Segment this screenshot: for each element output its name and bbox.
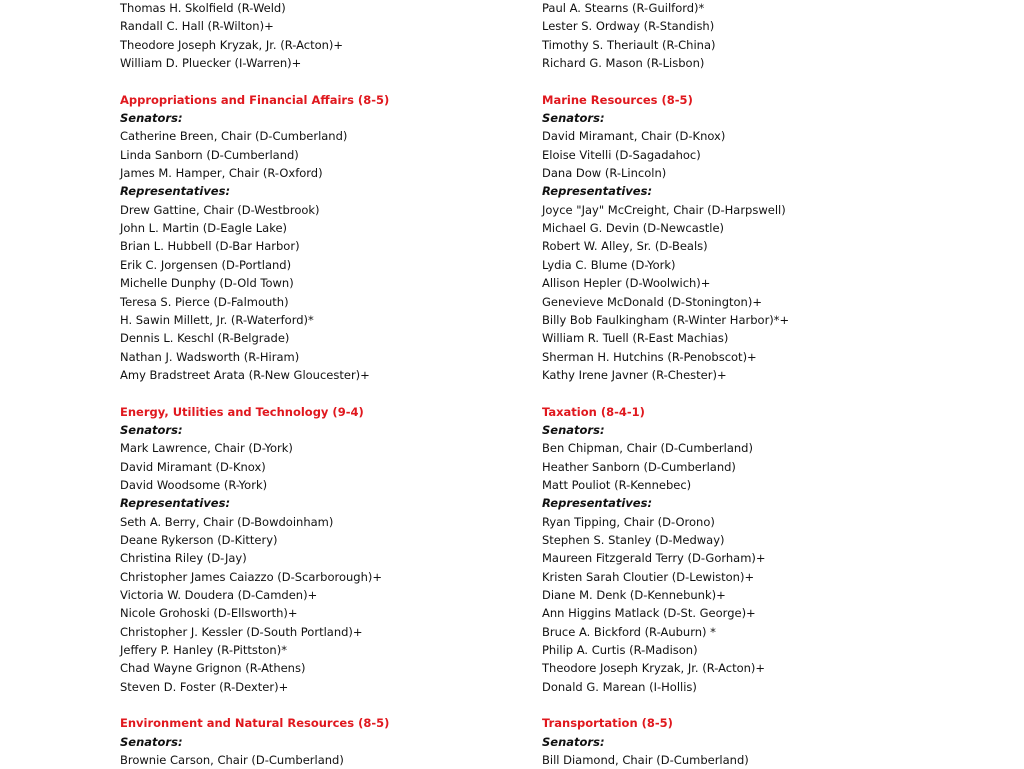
representative-name: Deane Rykerson (D-Kittery) <box>120 532 278 547</box>
representative-name: Theodore Joseph Kryzak, Jr. (R-Acton)+ <box>542 661 766 676</box>
senator-name: Linda Sanborn (D-Cumberland) <box>120 147 299 162</box>
representative-name: Diane M. Denk (D-Kennebunk)+ <box>542 588 726 602</box>
senator-name: James M. Hamper, Chair (R-Oxford) <box>120 166 323 181</box>
right-column <box>542 0 942 769</box>
committee-heading: Marine Resources (8-5) <box>542 92 693 107</box>
member-name: Paul A. Stearns (R-Guilford)* <box>542 1 705 15</box>
representative-name: Joyce "Jay" McCreight, Chair (D-Harpswell) <box>542 202 786 217</box>
senator-name: Bill Diamond, Chair (D-Cumberland) <box>542 753 749 768</box>
senator-name: David Miramant (D-Knox) <box>120 459 266 474</box>
representative-name: Sherman H. Hutchins (R-Penobscot)+ <box>542 349 757 364</box>
representative-name: Billy Bob Faulkingham (R-Winter Harbor)*+ <box>542 312 790 327</box>
senator-name: Mark Lawrence, Chair (D-York) <box>120 441 293 456</box>
senator-name: Ben Chipman, Chair (D-Cumberland) <box>542 441 753 456</box>
left-column <box>120 0 500 769</box>
member-name: Randall C. Hall (R-Wilton)+ <box>120 19 274 34</box>
committee-heading: Energy, Utilities and Technology (9-4) <box>120 404 364 419</box>
senator-name: Brownie Carson, Chair (D-Cumberland) <box>120 753 344 768</box>
representative-name: Teresa S. Pierce (D-Falmouth) <box>120 294 289 309</box>
senator-name: Heather Sanborn (D-Cumberland) <box>542 459 736 474</box>
representative-name: Seth A. Berry, Chair (D-Bowdoinham) <box>120 514 334 529</box>
representative-name: Philip A. Curtis (R-Madison) <box>542 643 698 658</box>
representatives-label: Representatives: <box>120 184 231 199</box>
representatives-label: Representatives: <box>542 184 653 199</box>
member-name: Richard G. Mason (R-Lisbon) <box>542 56 705 71</box>
senators-label: Senators: <box>542 734 605 749</box>
representative-name: Michael G. Devin (D-Newcastle) <box>542 221 725 236</box>
representative-name: Genevieve McDonald (D-Stonington)+ <box>542 294 762 309</box>
representatives-label: Representatives: <box>120 496 231 511</box>
committee-heading: Appropriations and Financial Affairs (8-5) <box>120 92 390 107</box>
representative-name: Steven D. Foster (R-Dexter)+ <box>120 679 289 694</box>
spacer <box>542 696 942 714</box>
representative-name: Christopher J. Kessler (D-South Portland)+ <box>120 624 363 639</box>
senator-name: David Woodsome (R-York) <box>120 477 268 492</box>
representative-name: Maureen Fitzgerald Terry (D-Gorham)+ <box>542 551 766 566</box>
senators-label: Senators: <box>120 734 183 749</box>
spacer <box>120 696 500 714</box>
representative-name: Chad Wayne Grignon (R-Athens) <box>120 661 306 676</box>
committee-heading: Environment and Natural Resources (8-5) <box>120 716 390 731</box>
member-name: Timothy S. Theriault (R-China) <box>542 37 716 52</box>
committee-heading: Transportation (8-5) <box>542 716 673 731</box>
representative-name: Kathy Irene Javner (R-Chester)+ <box>542 367 727 382</box>
member-name: William D. Pluecker (I-Warren)+ <box>120 56 302 71</box>
senator-name: Catherine Breen, Chair (D-Cumberland) <box>120 129 348 144</box>
representative-name: Bruce A. Bickford (R-Auburn) * <box>542 624 716 639</box>
representative-name: Lydia C. Blume (D-York) <box>542 257 676 272</box>
representative-name: Drew Gattine, Chair (D-Westbrook) <box>120 202 320 217</box>
representative-name: Victoria W. Doudera (D-Camden)+ <box>120 588 318 602</box>
representative-name: Dennis L. Keschl (R-Belgrade) <box>120 331 290 346</box>
representative-name: Christina Riley (D-Jay) <box>120 551 247 566</box>
spacer <box>542 384 942 402</box>
representative-name: Ann Higgins Matlack (D-St. George)+ <box>542 606 756 621</box>
member-name: Thomas H. Skolfield (R-Weld) <box>120 1 286 15</box>
senator-name: David Miramant, Chair (D-Knox) <box>542 129 726 144</box>
representative-name: Brian L. Hubbell (D-Bar Harbor) <box>120 239 300 254</box>
senator-name: Eloise Vitelli (D-Sagadahoc) <box>542 147 701 162</box>
representative-name: Allison Hepler (D-Woolwich)+ <box>542 276 711 291</box>
representative-name: Robert W. Alley, Sr. (D-Beals) <box>542 239 708 254</box>
representative-name: H. Sawin Millett, Jr. (R-Waterford)* <box>120 312 314 327</box>
senators-label: Senators: <box>542 111 605 126</box>
spacer <box>120 72 500 90</box>
senators-label: Senators: <box>120 422 183 437</box>
representative-name: Christopher James Caiazzo (D-Scarborough)+ <box>120 569 383 584</box>
spacer <box>120 384 500 402</box>
representative-name: Michelle Dunphy (D-Old Town) <box>120 276 294 291</box>
representative-name: Donald G. Marean (I-Hollis) <box>542 679 697 694</box>
representative-name: Nathan J. Wadsworth (R-Hiram) <box>120 349 300 364</box>
representatives-label: Representatives: <box>542 496 653 511</box>
senators-label: Senators: <box>120 111 183 126</box>
senator-name: Matt Pouliot (R-Kennebec) <box>542 477 692 492</box>
committee-heading: Taxation (8-4-1) <box>542 404 645 419</box>
representative-name: Jeffery P. Hanley (R-Pittston)* <box>120 643 287 658</box>
representative-name: Ryan Tipping, Chair (D-Orono) <box>542 514 715 529</box>
representative-name: John L. Martin (D-Eagle Lake) <box>120 221 288 236</box>
senator-name: Dana Dow (R-Lincoln) <box>542 166 667 181</box>
representative-name: Kristen Sarah Cloutier (D-Lewiston)+ <box>542 569 755 584</box>
representative-name: Stephen S. Stanley (D-Medway) <box>542 532 725 547</box>
senators-label: Senators: <box>542 422 605 437</box>
representative-name: Erik C. Jorgensen (D-Portland) <box>120 257 292 272</box>
representative-name: Nicole Grohoski (D-Ellsworth)+ <box>120 606 298 621</box>
spacer <box>542 72 942 90</box>
representative-name: William R. Tuell (R-East Machias) <box>542 331 729 346</box>
member-name: Theodore Joseph Kryzak, Jr. (R-Acton)+ <box>120 37 344 52</box>
member-name: Lester S. Ordway (R-Standish) <box>542 19 715 34</box>
representative-name: Amy Bradstreet Arata (R-New Gloucester)+ <box>120 367 370 382</box>
